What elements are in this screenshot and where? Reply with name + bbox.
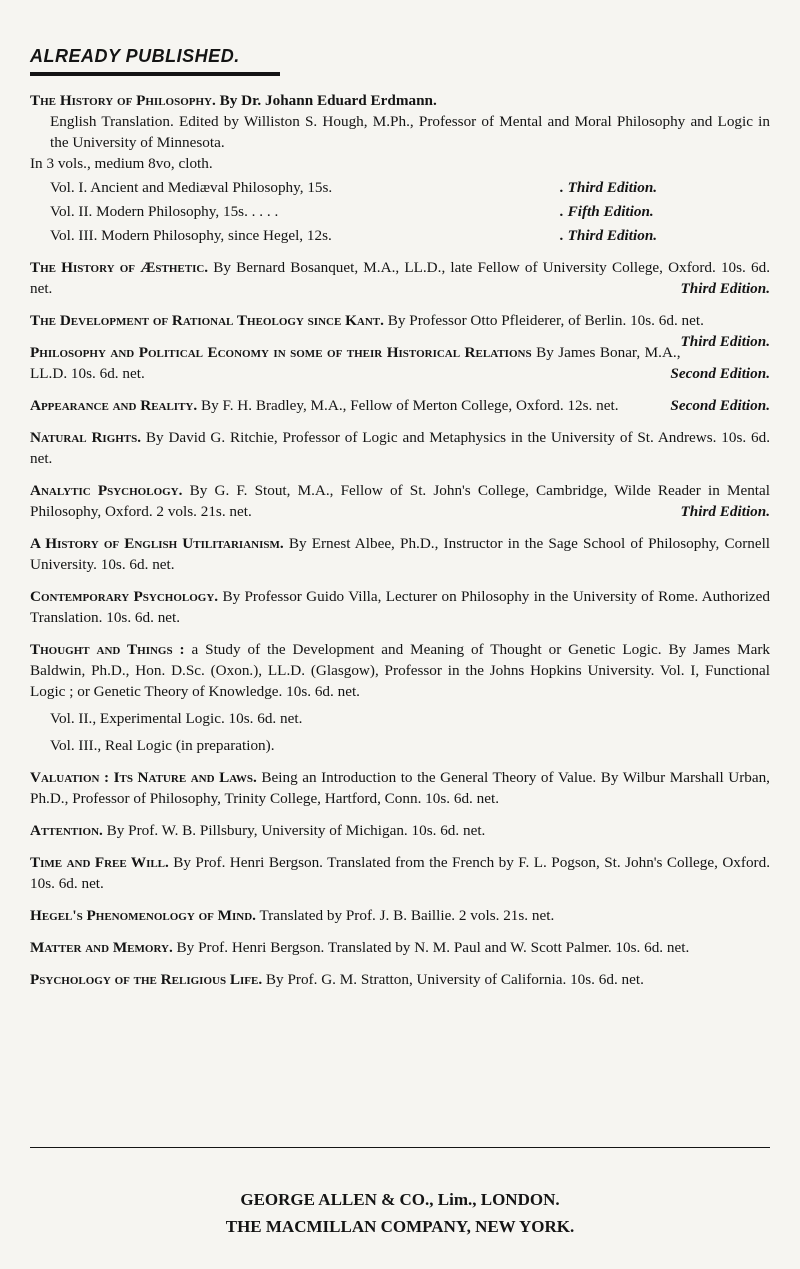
volume-edition: . Third Edition. [560, 227, 658, 244]
book-description: By Prof. Henri Bergson. Translated by N. M. Paul and W. Scott Palmer. 10s. 6d. net. [176, 939, 690, 956]
book-description: By David G. Ritchie, Professor of Logic and Metaphysics in the University of St. Andrews. 10s. 6d. net. [30, 429, 770, 467]
book-title: A History of English Utilitarianism. [30, 535, 284, 552]
book-title: Time and Free Will. [30, 854, 169, 871]
book-description: Being an Introduction to the General Theory of Value. By Wilbur Marshall Urban, Ph.D., Professor of Philosophy, Trinity College, Hartford, Conn. 10s. 6d. net. [30, 769, 770, 807]
volume-line [30, 201, 770, 222]
book-entry [30, 820, 770, 841]
book-entry [30, 937, 770, 958]
book-title: The Development of Rational Theology since Kant. [30, 312, 384, 329]
book-title: Matter and Memory. [30, 939, 173, 956]
volume-text: Vol. III. Modern Philosophy, since Hegel, 12s. [50, 227, 332, 244]
book-entry [30, 427, 770, 469]
volume-edition: . Fifth Edition. [560, 203, 654, 220]
book-entry [30, 767, 770, 809]
publisher-london: GEORGE ALLEN & CO., Lim., LONDON. [240, 1190, 560, 1209]
book-entry [30, 533, 770, 575]
header-rule [30, 72, 280, 76]
volume-text: Vol. II. Modern Philosophy, 15s. . . . . [50, 203, 279, 220]
book-title: The History of Philosophy. [30, 92, 216, 109]
volume-note: Vol. II., Experimental Logic. 10s. 6d. net. [50, 710, 303, 727]
book-description: By James Bonar, M.A., LL.D. 10s. 6d. net. [30, 344, 681, 382]
book-entry [30, 905, 770, 926]
book-title: Psychology of the Religious Life. [30, 971, 263, 988]
book-title: Attention. [30, 822, 103, 839]
publisher-new-york: THE MACMILLAN COMPANY, NEW YORK. [225, 1217, 575, 1236]
volume-note: Vol. III., Real Logic (in preparation). [50, 737, 275, 754]
book-description: By Bernard Bosanquet, M.A., LL.D., late Fellow of University College, Oxford. 10s. 6d. net. [30, 259, 771, 297]
book-description: By Ernest Albee, Ph.D., Instructor in the Sage School of Philosophy, Cornell University. 10s. 6d. net. [30, 535, 771, 573]
book-description: By Professor Guido Villa, Lecturer on Philosophy in the University of Rome. Authorized Translation. 10s. 6d. net. [30, 588, 771, 626]
volume-line [30, 177, 770, 198]
book-description: By Prof. W. B. Pillsbury, University of Michigan. 10s. 6d. net. [106, 822, 486, 839]
book-title: Appearance and Reality. [30, 397, 198, 414]
volume-edition: . Third Edition. [560, 179, 658, 196]
publisher-imprint [30, 1186, 770, 1240]
running-head: ALREADY PUBLISHED. [30, 46, 240, 66]
book-description: By G. F. Stout, M.A., Fellow of St. John's College, Cambridge, Wilde Reader in Mental Philosophy, Oxford. 2 vols. 21s. net. [30, 482, 770, 520]
book-title: Thought and Things : [30, 641, 185, 658]
volume-line [30, 225, 770, 246]
book-entry [30, 639, 770, 756]
book-list [30, 90, 770, 1001]
book-description: By Dr. Johann Eduard Erdmann. [219, 92, 437, 109]
book-edition: Third Edition. [680, 280, 770, 297]
book-entry [30, 480, 770, 522]
book-title: Valuation : Its Nature and Laws. [30, 769, 257, 786]
book-entry [30, 969, 770, 990]
book-description: By F. H. Bradley, M.A., Fellow of Merton College, Oxford. 12s. net. [200, 397, 619, 414]
book-title: Analytic Psychology. [30, 482, 183, 499]
book-title: Natural Rights. [30, 429, 142, 446]
footer-rule [30, 1147, 770, 1148]
volume-text: Vol. I. Ancient and Mediæval Philosophy, 15s. [50, 179, 333, 196]
book-edition: Second Edition. [670, 365, 770, 382]
book-entry [30, 395, 770, 416]
book-title: Contemporary Psychology. [30, 588, 219, 605]
book-entry [30, 257, 770, 299]
book-entry [30, 310, 770, 350]
book-title: Philosophy and Political Economy in some of their Historical Relations [30, 344, 532, 361]
book-description: By Prof. G. M. Stratton, University of California. 10s. 6d. net. [265, 971, 644, 988]
book-entry [30, 342, 770, 384]
book-edition: Third Edition. [680, 503, 770, 520]
book-description: By Professor Otto Pfleiderer, of Berlin. 10s. 6d. net. [387, 312, 704, 329]
book-entry [30, 586, 770, 628]
book-edition: Second Edition. [670, 397, 770, 414]
book-description: a Study of the Development and Meaning of Thought or Genetic Logic. By James Mark Baldwin, Ph.D., Hon. D.Sc. (Oxon.), LL.D. (Glasgow), Professor in the Johns Hopkins University. Vol. I, Functional Logic ; or Genetic Theory of Knowledge. 10s. 6d. net. [30, 641, 770, 700]
book-entry [30, 90, 770, 246]
book-edition: Third Edition. [680, 333, 770, 350]
book-detail: English Translation. Edited by Williston S. Hough, M.Ph., Professor of Mental and Moral Philosophy and Logic in the University of Minnesota. [50, 113, 770, 151]
book-title: The History of Æsthetic. [30, 259, 209, 276]
book-description: Translated by Prof. J. B. Baillie. 2 vols. 21s. net. [259, 907, 555, 924]
book-title: Hegel's Phenomenology of Mind. [30, 907, 256, 924]
book-entry [30, 852, 770, 894]
book-format: In 3 vols., medium 8vo, cloth. [30, 155, 213, 172]
book-description: By Prof. Henri Bergson. Translated from the French by F. L. Pogson, St. John's College, Oxford. 10s. 6d. net. [30, 854, 771, 892]
